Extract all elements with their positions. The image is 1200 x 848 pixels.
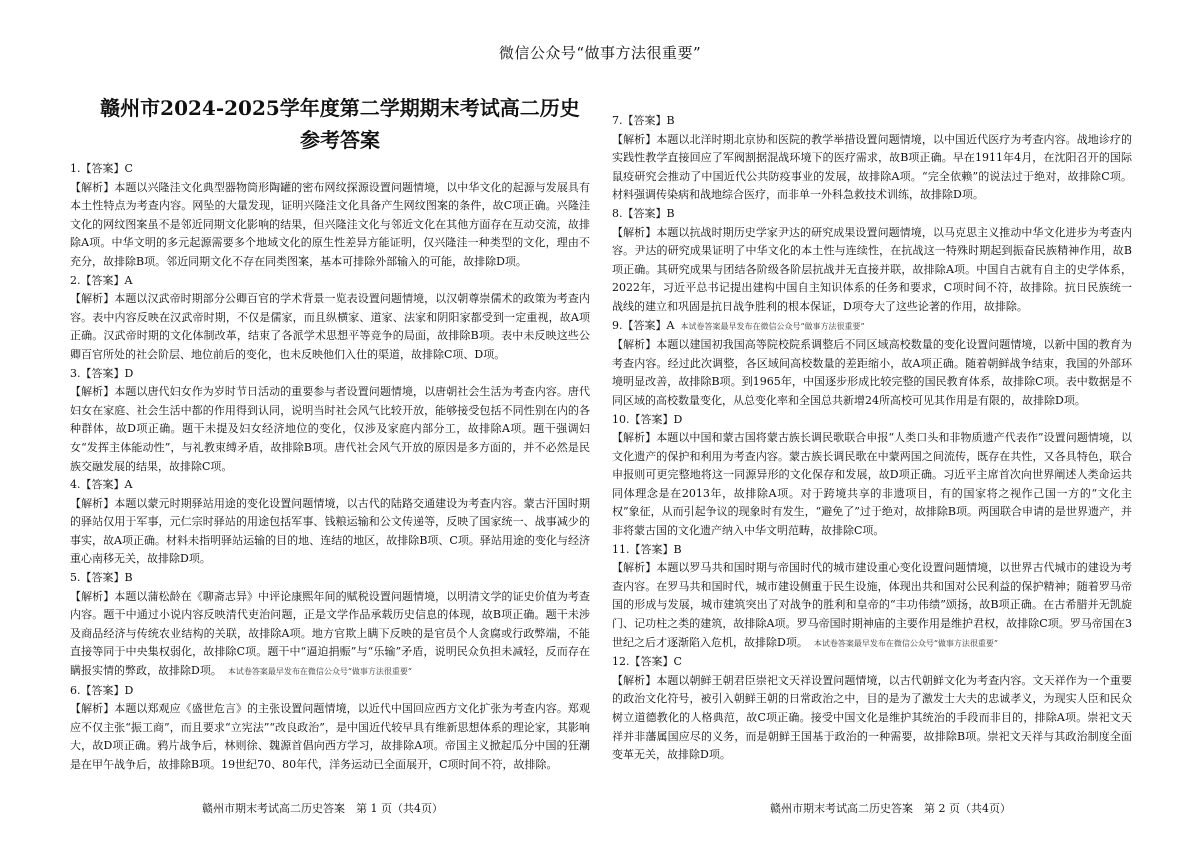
answer-explanation: 【解析】本题以北洋时期北京协和医院的教学举措设置问题情境，以中国近代医疗为考查内容。战地诊疗的实践性教学直接回应了军阀割据混战环境下的医疗需求，故B项正确。早在1911年4月，在沈阳召开的国际鼠疫研究会推动了中国近代公共防疫事业的发展，故排除A项。“完全依赖”的说法过于绝对，故排除C项。材料强调传染病和战地综合医疗，而非单一外科急救技术训练，故排除D项。 (612, 132, 1132, 202)
answer-explanation: 【解析】本题以兴隆洼文化典型器物筒形陶罐的密布网纹探源设置问题情境，以中华文化的起源与发展具有本土性特点为考查内容。网坠的大量发现，证明兴隆洼文化具备产生网纹图案的条件，故C项正确。兴隆洼文化的网纹图案虽不是邻近同期文化影响的结果，但兴隆洼文化与邻近文化在其他方面存在互动交流，故排除A项。中华文明的多元起源需要多个地域文化的原生性差异方能证明，仅兴隆洼一种类型的文化，理由不充分，故排除B项。邻近同期文化不存在同类图案，基本可排除外部输入的可能，故排除D项。 (70, 180, 590, 268)
answer-key: 6.【答案】D (70, 683, 134, 697)
left-column (70, 92, 590, 775)
answer-key: 2.【答案】A (70, 273, 133, 287)
page-footer-left: 赣州市期末考试高二历史答案 第 1 页（共4页） (202, 802, 443, 815)
answer-key: 7.【答案】B (612, 114, 675, 127)
answer-key-text: 9.【答案】A (612, 318, 675, 332)
answer-explanation (612, 559, 1132, 653)
answer-item (612, 205, 1132, 317)
answer-item (612, 541, 1132, 654)
inline-wechat-note: 本试卷答案最早发布在微信公众号“做事方法很重要” (227, 667, 413, 677)
answer-explanation: 【解析】本题以建国初我国高等院校院系调整后不同区域高校数量的变化设置问题情境，以新中国的教育为考查内容。经过此次调整，各区域间高校数量的差距缩小，故A项正确。随着朝鲜战争结束，我国的外部环境明显改善，故排除B项。到1965年，中国逐步形成比较完整的国民教育体系，故排除C项。表中数据是不同区域的高校数量变化，从总变化率和全国总共新增24所高校可见其作用是有限的，故排除D项。 (612, 338, 1132, 407)
answer-explanation: 【解析】本题以郑观应《盛世危言》的主张设置问题情境，以近代中国回应西方文化扩张为考查内容。郑观应不仅主张“振工商”，而且要求“立宪法”“改良政治”，是中国近代较早具有维新思想体系的理论家，其影响大，故D项正确。鸦片战争后，林则徐、魏源首倡向西方学习，故排除A项。帝国主义掀起瓜分中国的狂潮是在甲午战争后，故排除B项。19世纪70、80年代，洋务运动已全面展开，C项时间不符，故排除。 (70, 702, 590, 771)
answer-item (612, 653, 1132, 765)
answer-key: 1.【答案】C (70, 162, 133, 175)
right-answer-list (612, 112, 1132, 765)
answer-item (70, 365, 590, 477)
answer-key: 11.【答案】B (612, 542, 682, 556)
answer-item (612, 411, 1132, 541)
inline-wechat-note: 本试卷答案最早发布在微信公众号“做事方法很重要” (680, 321, 865, 331)
answer-item (70, 476, 590, 569)
answer-item (70, 569, 590, 682)
right-column (612, 112, 1132, 765)
answer-item (70, 160, 590, 272)
explanation-text: 【解析】本题以蒲松龄在《聊斋志异》中评论康熙年间的赋税设置问题情境，以明清文学的证史价值为考查内容。题干中通过小说内容反映清代吏治问题，正是文学作品承载历史信息的体现，故B项正确。题干未涉及商品经济与传统农业结构的关联，故排除A项。地方官欺上瞒下反映的是官员个人贪腐或行政弊端，不能直接等同于中央集权弱化，故排除C项。题干中“逼迫捐赈”与“乐输”矛盾，说明民众负担未减轻，反而存在瞒报实情的弊政，故排除D项。 (70, 589, 590, 678)
answer-explanation: 【解析】本题以蒙元时期驿站用途的变化设置问题情境，以古代的陆路交通建设为考查内容。蒙古汗国时期的驿站仅用于军事，元仁宗时驿站的用途包括军事、钱粮运输和公文传递等，反映了国家统一、战事减少的事实，故A项正确。材料未指明驿站运输的目的地、连结的地区，故排除B项、C项。驿站用途的变化与经济重心南移无关，故排除D项。 (70, 496, 590, 566)
answer-key: 8.【答案】B (612, 206, 675, 220)
answer-explanation: 【解析】本题以抗战时期历史学家尹达的研究成果设置问题情境，以马克思主义推动中华文化进步为考查内容。尹达的研究成果证明了中华文化的本土性与连续性，在抗战这一特殊时期起到振奋民族精神作用，故B项正确。其研究成果与团结各阶级各阶层抗战并无直接并联，故排除A项。中国自古就有自主的史学体系，2022年，习近平总书记提出建构中国自主知识体系的任务和要求，C项时间不符，故排除。抗日民族统一战线的建立和巩固是抗日战争胜利的根本保证，D项夸大了这些论著的作用，故排除。 (612, 225, 1132, 313)
answer-item (70, 272, 590, 365)
answer-explanation: 【解析】本题以汉武帝时期部分公卿百官的学术背景一览表设置问题情境，以汉朝尊崇儒术的政策为考查内容。表中内容反映在汉武帝时期，不仅是儒家，而且纵横家、道家、法家和阴阳家都受到一定重视，故A项正确。汉武帝时期的文化体制改革，结束了各派学术思想平等竞争的局面，故排除B项。表中未反映这些公卿百官所处的社会阶层、地位前后的变化，也未反映他们入仕的渠道，故排除C项、D项。 (70, 292, 590, 361)
explanation-text: 【解析】本题以罗马共和国时期与帝国时代的城市建设重心变化设置问题情境，以世界古代城市的建设为考查内容。在罗马共和国时代，城市建设侧重于民生设施，体现出共和国对公民利益的保护精神；随着罗马帝国的形成与发展，城市建筑突出了对战争的胜利和皇帝的“丰功伟绩”颂扬，故B项正确。在古希腊并无凯旋门、记功柱之类的建筑，故排除A项。罗马帝国时期神庙的主要作用是维护君权，故排除C项。罗马帝国在3世纪之后才逐渐陷入危机，故排除D项。 (612, 561, 1132, 649)
inline-wechat-note: 本试卷答案最早发布在微信公众号“做事方法很重要” (813, 638, 999, 648)
answer-explanation (70, 588, 590, 682)
page-subtitle: 参考答案 (300, 128, 380, 152)
answer-item (612, 112, 1132, 205)
answer-key: 12.【答案】C (612, 655, 682, 669)
answer-key (612, 317, 1132, 337)
answer-explanation: 【解析】本题以唐代妇女作为岁时节日活动的重要参与者设置问题情境，以唐朝社会生活为考查内容。唐代妇女在家庭、社会生活中都的作用得到认同，说明当时社会风气比较开放，能够接受包括不同性别在内的各种群体，故D项正确。题干未提及妇女经济地位的变化，仅涉及家庭内部分工，故排除A项。题干强调妇女“发挥主体能动性”，与礼教束缚矛盾，故排除B项。唐代社会风气开放的原因是多方面的，并不必然是民族交融发展的结果，故排除C项。 (70, 385, 590, 473)
answer-item (612, 317, 1132, 411)
page-footer-right: 赣州市期末考试高二历史答案 第 2 页（共4页） (770, 802, 1011, 815)
answer-key: 3.【答案】D (70, 366, 134, 380)
answer-item (70, 682, 590, 775)
answer-key: 4.【答案】A (70, 478, 133, 492)
wechat-header: 微信公众号“做事方法很重要” (498, 44, 702, 62)
answer-explanation: 【解析】本题以中国和蒙古国将蒙古族长调民歌联合申报“人类口头和非物质遗产代表作”设置问题情境，以文化遗产的保护和利用为考查内容。蒙古族长调民歌在中蒙两国之间流传，既存在共性，又各具特色，联合申报则可更完整地将这一同源异形的文化保存和发展，故D项正确。习近平主席首次向世界阐述人类命运共同体理念是在2013年，故排除A项。对于跨境共享的非遗项目，有的国家将之视作己国一方的“文化主权”象征，从而引起争议的现象时有发生，“避免了”过于绝对，故排除B项。两国联合申请的是世界遗产，并非将蒙古国的文化遗产纳入中华文明范畴，故排除C项。 (612, 431, 1132, 538)
answer-key: 5.【答案】B (70, 571, 133, 585)
left-answer-list (70, 160, 590, 775)
page-title: 赣州市2024-2025学年度第二学期期末考试高二历史 (100, 96, 580, 120)
answer-explanation: 【解析】本题以朝鲜王朝君臣崇祀文天祥设置问题情境，以古代朝鲜文化为考查内容。文天祥作为一个重要的政治文化符号，被引入朝鲜王朝的日常政治之中，目的是为了激发士大夫的忠诚孝义，为现实人臣和民众树立道德教化的人格典范，故C项正确。接受中国文化是维护其统治的手段而非目的，排除A项。崇祀文天祥并非藩属国应尽的义务，而是朝鲜王国基于政治的一种需要，故排除B项。崇祀文天祥与其政治制度全面变革无关，故排除D项。 (612, 673, 1132, 762)
answer-key: 10.【答案】D (612, 412, 683, 426)
